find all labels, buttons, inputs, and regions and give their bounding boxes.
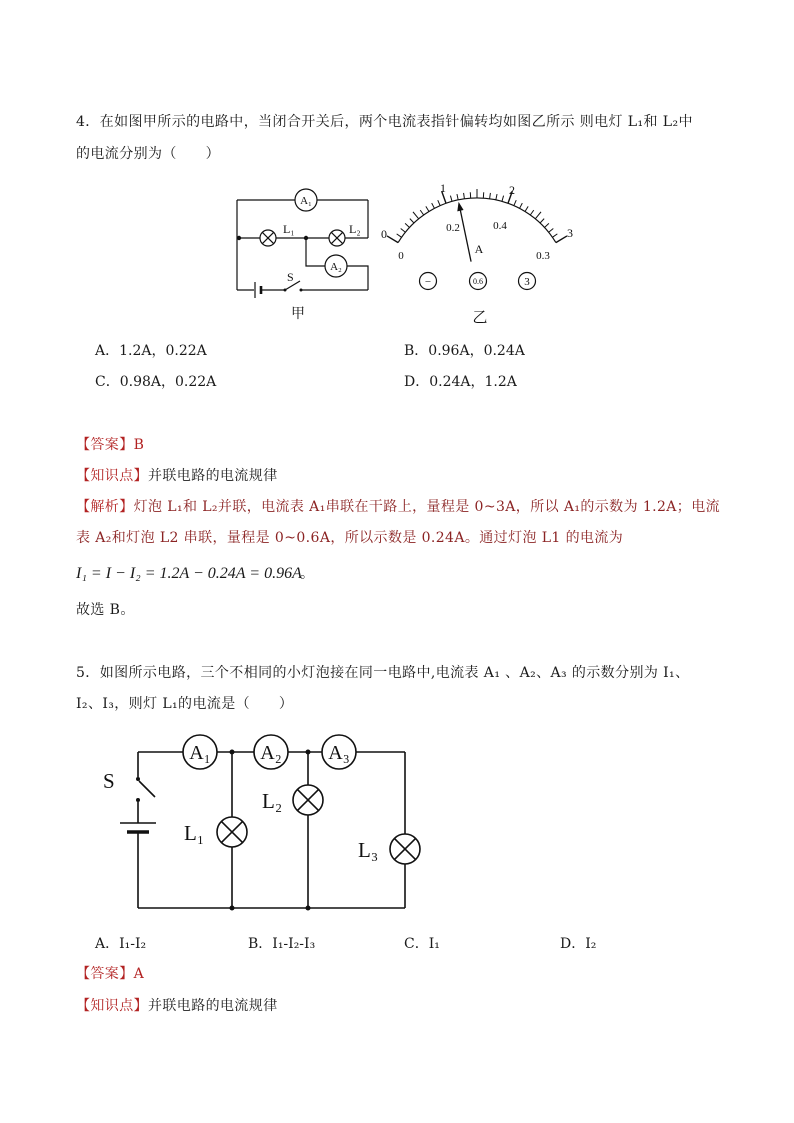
switch-label: S (103, 769, 115, 793)
inner-scale-label-2: 0.4 (493, 220, 507, 232)
knowledge-label: 【知识点】 (76, 998, 148, 1014)
junction-dot (237, 236, 241, 240)
lamp-l1-symbol (217, 817, 247, 847)
q4-analysis-line-1 (76, 497, 720, 517)
junction-dot (230, 750, 235, 755)
q4-formula: I₁ = I − I₂ = 1.2A − 0.24A = 0.96A (76, 565, 302, 582)
meter-tick (438, 200, 440, 205)
meter-tick (496, 194, 497, 200)
inner-scale-label-0: 0 (398, 250, 404, 262)
lamp-l2-label: L₂ (262, 789, 283, 813)
q4-answer-row (76, 435, 144, 455)
lamp-l2-label: L₂ (349, 222, 361, 236)
wire (347, 266, 368, 290)
meter-tick (490, 193, 491, 199)
q4-knowledge-row (76, 466, 278, 486)
ammeter-a2-label: A₂ (330, 261, 342, 273)
analysis-label: 【解析】 (76, 499, 134, 515)
answer-value: A (133, 966, 145, 982)
analysis-text: 灯泡 L₁和 L₂并联，电流表 A₁串联在干路上，量程是 0~3A，所以 A₁的示数为 1.2A；电流 (133, 499, 721, 515)
meter-tick (387, 236, 398, 243)
meter-tick (514, 200, 516, 205)
battery-symbol (255, 282, 261, 298)
knowledge-label: 【知识点】 (76, 468, 148, 484)
q4-stem-line-1: 4．在如图甲所示的电路中，当闭合开关后，两个电流表指针偏转均如图乙所示 则电灯 L₁和 L₂中 (76, 114, 693, 130)
ammeter-a2-label: A₂ (260, 742, 282, 764)
q4-option-b: B．0.96A，0.24A (404, 343, 525, 359)
meter-tick (549, 229, 554, 233)
meter-tick (545, 223, 549, 227)
q4-conclusion: 故选 B。 (76, 602, 135, 618)
q5-circuit-diagram (100, 728, 430, 920)
q5-knowledge-row (76, 996, 278, 1016)
lamp-l1-label: L₁ (184, 821, 205, 845)
q5-answer-row (76, 964, 144, 984)
q5-option-a: A．I₁-I₂ (95, 936, 147, 952)
lamp-l3-symbol (390, 834, 420, 864)
q5-stem-line-2: I₂、I₃，则灯 L₁的电流是（ ） (76, 696, 294, 712)
ammeter-a3-label: A₃ (328, 742, 350, 764)
meter-tick (520, 203, 523, 208)
meter-tick (410, 219, 414, 223)
q4-option-d: D．0.24A，1.2A (404, 374, 517, 390)
inner-scale-label-1: 0.2 (446, 222, 460, 234)
meter-tick (502, 196, 504, 202)
knowledge-value: 并联电路的电流规律 (148, 468, 278, 484)
battery-symbol (120, 823, 156, 832)
terminal-3-label: 3 (524, 276, 530, 288)
answer-value: B (133, 437, 145, 453)
lamp-l1-label: L₁ (283, 222, 295, 236)
meter-tick (530, 210, 533, 215)
figure-caption-jia: 甲 (291, 307, 305, 322)
switch-label: S (287, 270, 294, 284)
ammeter-a1-label: A₁ (189, 742, 211, 764)
meter-tick (556, 236, 567, 243)
dial-arc (398, 198, 556, 243)
junction-dot (230, 906, 235, 911)
meter-tick (535, 212, 541, 219)
dial-needle (460, 210, 471, 262)
q5-stem-line-1: 5．如图所示电路，三个不相同的小灯泡接在同一电路中,电流表 A₁ 、A₂、A₃ 的示数分别为 I₁、 (76, 665, 690, 681)
meter-tick (401, 229, 406, 233)
dial-needle-arrowhead (457, 202, 463, 211)
meter-tick (397, 234, 402, 237)
junction-dot (306, 906, 311, 911)
outer-scale-label-0: 0 (381, 227, 387, 241)
dial-ticks (387, 189, 567, 243)
terminal-negative-label: − (424, 276, 432, 288)
answer-label: 【答案】 (76, 966, 134, 982)
outer-scale-label-1: 1 (440, 181, 446, 195)
meter-tick (420, 210, 423, 215)
q4-ammeter-dial-yi (375, 175, 585, 327)
knowledge-value: 并联电路的电流规律 (148, 998, 278, 1014)
inner-scale-label-3: 0.3 (536, 250, 550, 262)
switch-symbol (136, 777, 155, 802)
q5-option-b: B．I₁-I₂-I₃ (248, 936, 316, 952)
meter-tick (450, 196, 452, 202)
terminal-0-6-label: 0.6 (473, 277, 483, 286)
q5-option-c: C．I₁ (404, 936, 440, 952)
ammeter-a1-label: A₁ (300, 195, 312, 207)
meter-tick (464, 193, 465, 199)
lamp-l2-symbol (293, 785, 323, 815)
meter-tick (525, 206, 528, 211)
junction-dot (306, 750, 311, 755)
answer-label: 【答案】 (76, 437, 134, 453)
outer-scale-label-2: 2 (509, 183, 515, 197)
q5-option-d: D．I₂ (560, 936, 597, 952)
meter-tick (552, 234, 557, 237)
q4-option-c: C．0.98A，0.22A (95, 374, 217, 390)
meter-tick (413, 212, 419, 219)
meter-tick (540, 219, 544, 223)
dial-unit-label: A (474, 242, 484, 256)
lamp-l2-symbol (329, 230, 345, 246)
q4-option-a: A．1.2A，0.22A (95, 343, 207, 359)
q4-analysis-line-2: 表 A₂和灯泡 L2 串联，量程是 0~0.6A，所以示数是 0.24A。通过灯泡 L1 的电流为 (76, 530, 624, 546)
meter-tick (432, 203, 435, 208)
q4-formula-period: 。 (300, 566, 314, 582)
meter-tick (405, 223, 409, 227)
meter-tick (426, 206, 429, 211)
meter-tick (457, 194, 458, 200)
lamp-l3-label: L₃ (358, 838, 379, 862)
figure-caption-yi: 乙 (472, 310, 488, 326)
outer-scale-label-3: 3 (567, 226, 573, 240)
q4-circuit-diagram-jia (225, 178, 385, 326)
lamp-l1-symbol (260, 230, 276, 246)
q4-stem-line-2: 的电流分别为（ ） (76, 146, 220, 162)
wire (306, 238, 325, 266)
